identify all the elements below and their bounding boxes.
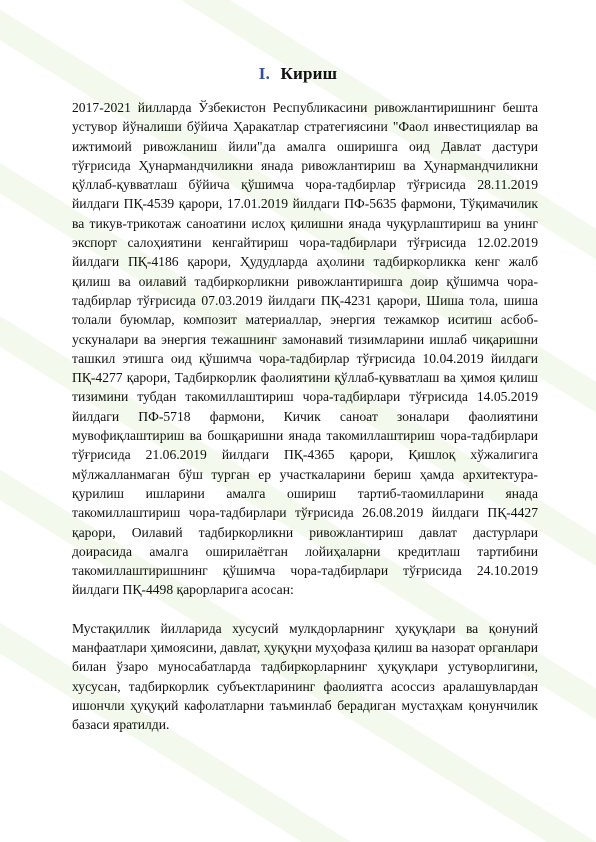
paragraph-legal-basis: 2017-2021 йилларда Ўзбекистон Республикасини ривожлантиришнинг бешта устувор йўналиши бўйича Ҳаракатлар стратегиясини "Фаол инвестициялар ва ижтимоий ривожланиш йили"да амалга оширишга оид Давлат дастури тўғрисида Ҳунармандчиликни янада ривожлантириш ва Ҳунармандчиликни қўллаб-қувватлаш бўйича қўшимча чора-тадбирлар тўғрисида 28.11.2019 йилдаги ПҚ-4539 қарори, 17.01.2019 йилдаги ПФ-5635 фармони, Тўқимачилик ва тикув-трикотаж саноатини ислоҳ қилишни янада чуқурлаштириш ва унинг экспорт салоҳиятини кенгайтириш чора-тадбирлари тўғрисида 12.02.2019 йилдаги ПҚ-4186 қарори, Ҳудудларда аҳолини тадбиркорликка кенг жалб қилиш ва оилавий тадбиркорликни ривожлантиришга доир қўшимча чора-тадбирлар тўғрисида 07.03.2019 йилдаги ПҚ-4231 қарори, Шиша тола, шиша толали буюмлар, композит материаллар, энергия тежамкор иситиш асбоб-ускуналари ва энергия тежашнинг замонавий тизимларини ишлаб чиқаришни ташкил этишга оид қўшимча чора-тадбирлар тўғрисида 10.04.2019 йилдаги ПҚ-4277 қарори, Тадбиркорлик фаолиятини қўллаб-қувватлаш ва ҳимоя қилиш тизимини тубдан такомиллаштириш чора-тадбирлари тўғрисида 14.05.2019 йилдаги ПФ-5718 фармони, Кичик саноат зоналари фаолиятини мувофиқлаштириш ва бошқаришни янада такомиллаштириш чора-тадбирлари тўғрисида 21.06.2019 йилдаги ПҚ-4365 қарори, Қишлоқ хўжалигига мўлжалланмаган бўш турган ер участкаларини бериш ҳамда архитектура-қурилиш ишларини амалга ошириш тартиб-таомилларини янада такомиллаштириш чора-тадбирлари тўғрисида 26.08.2019 йилдаги ПҚ-4427 қарори, Оилавий тадбиркорликни ривожлантириш давлат дастурлари доирасида амалга оширилаётган лойиҳаларни кредитлаш тартибини такомиллаштиришнинг қўшимча чора-тадбирлари тўғрисида 24.10.2019 йилдаги ПҚ-4498 қарорларига асосан: xyxy=(72,100,538,598)
paragraph-legislation-base: Мустақиллик йилларида хусусий мулкдорларнинг ҳуқуқлари ва қонуний манфаатлари ҳимоясини, давлат, ҳуқуқни муҳофаза қилиш ва назорат органлари билан ўзаро муносабатларда тадбиркорларнинг ҳуқуқлари устуворлигини, хусусан, тадбиркорлик субъектларининг фаолиятга асоссиз аралашувлардан ишончли ҳуқуқий кафолатларни таъминлаб берадиган мустаҳкам қонунчилик базаси яратилди. xyxy=(72,620,538,733)
body-text xyxy=(72,98,538,735)
section-number: I. xyxy=(258,64,271,83)
section-heading xyxy=(0,64,596,84)
section-title: Кириш xyxy=(280,64,338,83)
